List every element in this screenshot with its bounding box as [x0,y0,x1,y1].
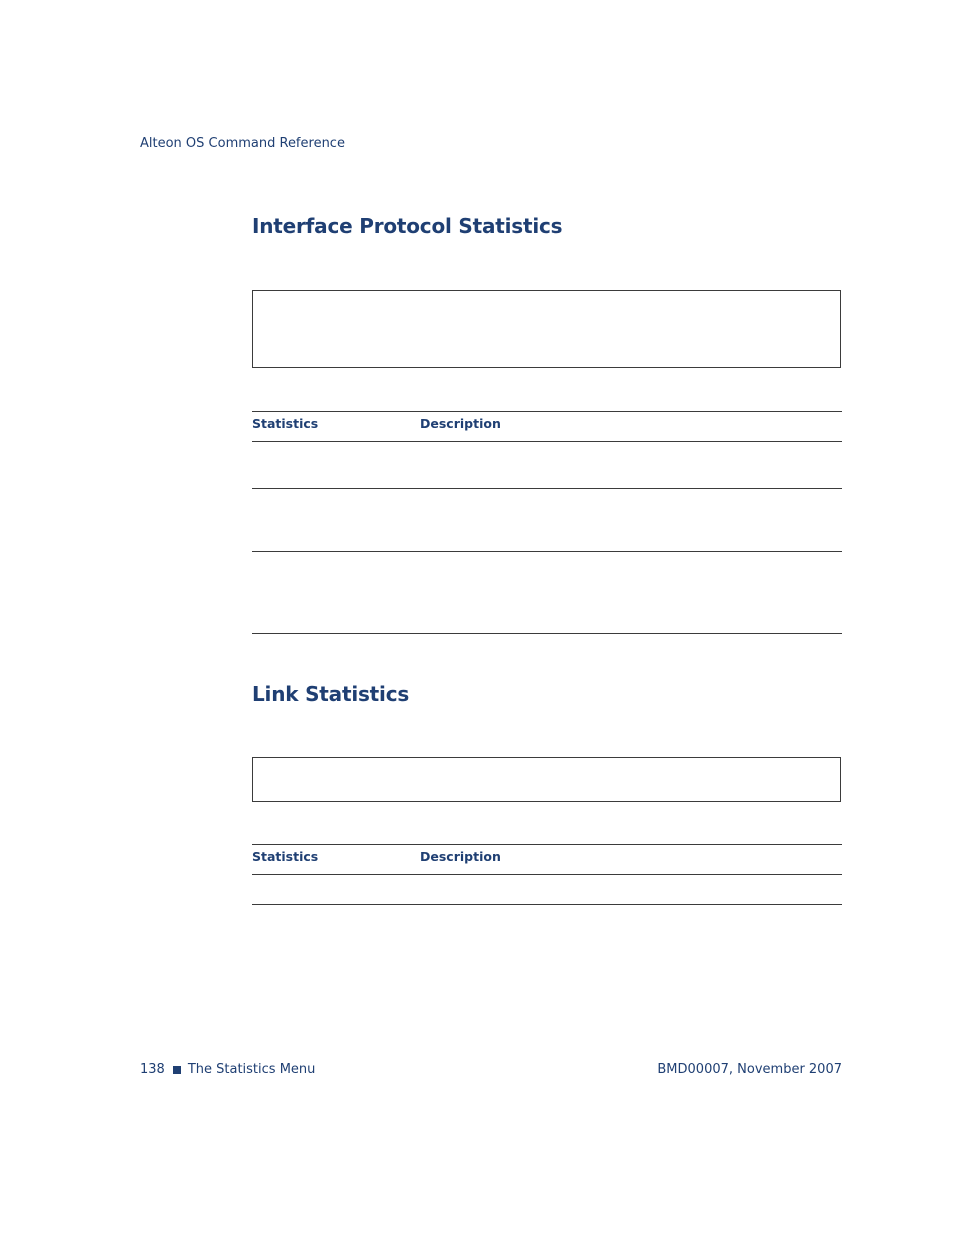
footer-left [140,1062,315,1077]
table-top-rule [252,411,842,412]
column-header-description: Description [420,849,501,864]
table-bottom-rule [252,904,842,905]
section-heading-interface-protocol: Interface Protocol Statistics [252,214,563,238]
column-header-statistics: Statistics [252,416,319,431]
column-header-description: Description [420,416,501,431]
table-header-rule [252,874,842,875]
table-top-rule [252,844,842,845]
stats-table-interface-protocol [252,411,842,635]
table-row-rule [252,551,842,552]
table-bottom-rule [252,633,842,634]
command-box-interface-protocol [252,290,841,368]
document-id: BMD00007, November 2007 [657,1062,842,1077]
table-row-rule [252,488,842,489]
section-heading-link-statistics: Link Statistics [252,682,410,706]
chapter-title: The Statistics Menu [187,1062,316,1077]
command-box-link-statistics [252,757,841,802]
stats-table-link-statistics [252,844,842,906]
running-header: Alteon OS Command Reference [140,136,345,151]
page-number: 138 [140,1062,165,1077]
table-header-rule [252,441,842,442]
square-bullet-icon [173,1066,181,1074]
column-header-statistics: Statistics [252,849,319,864]
